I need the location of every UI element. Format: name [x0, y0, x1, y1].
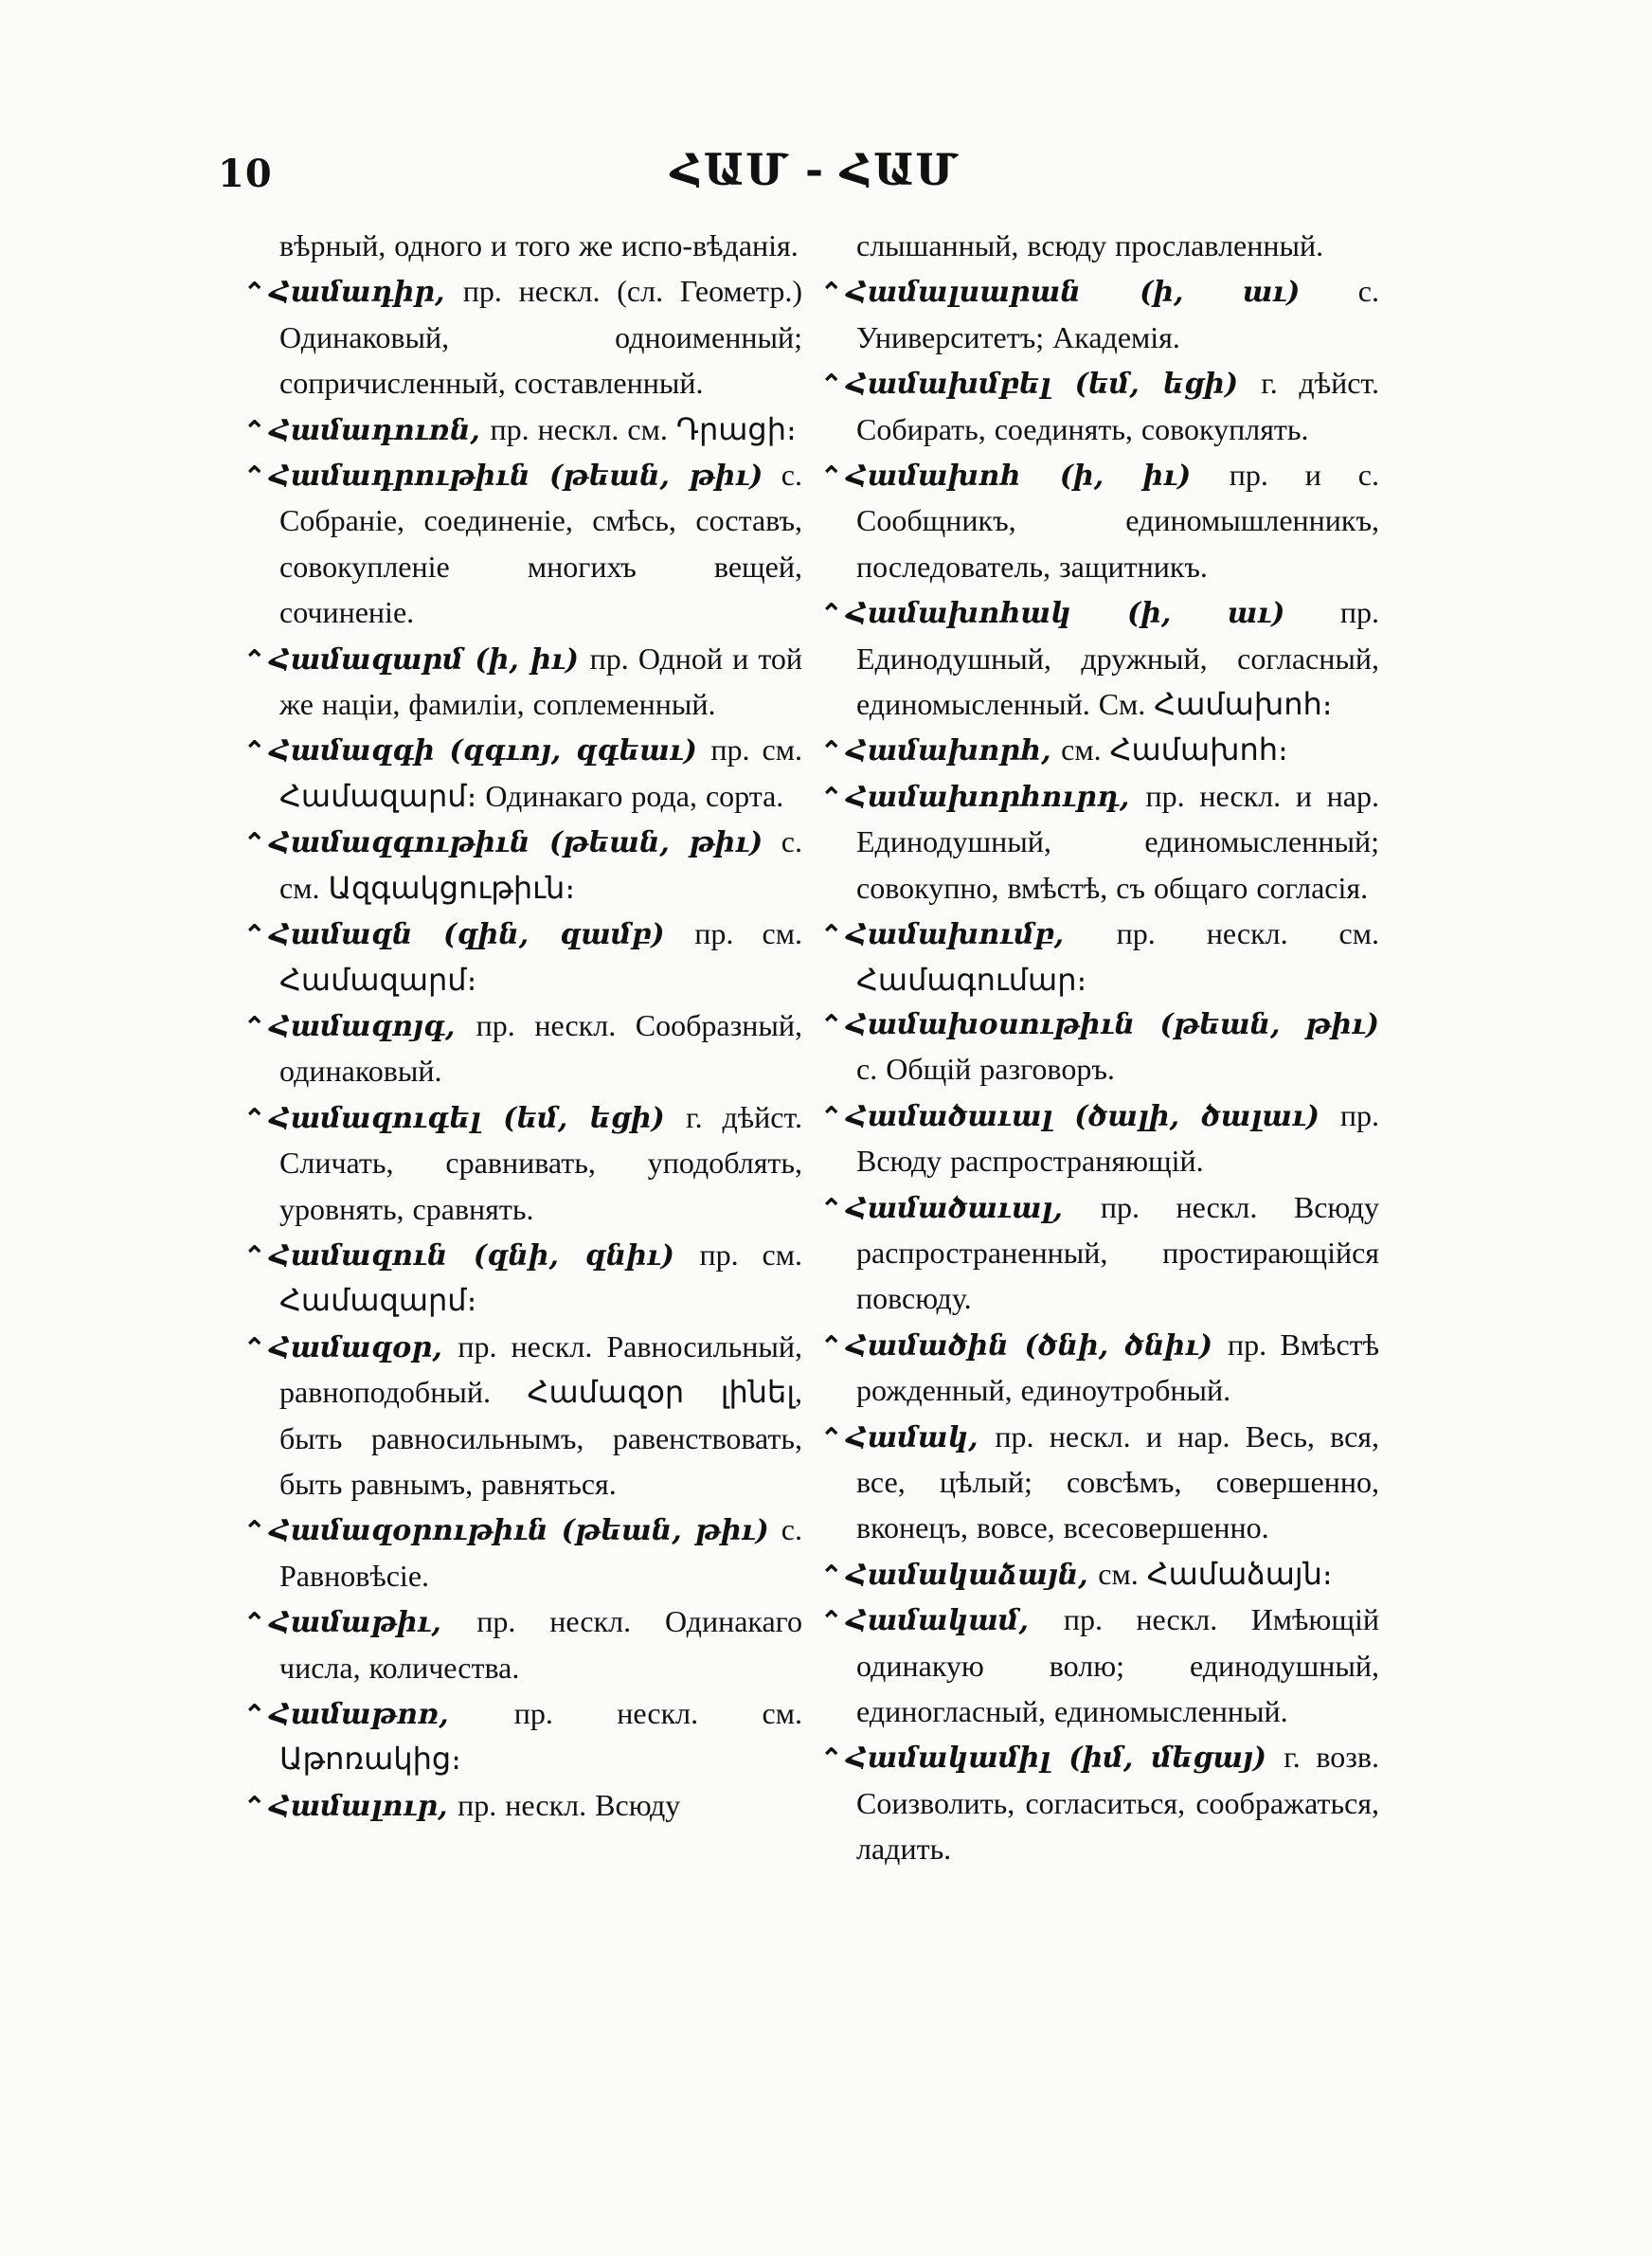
entry-mark-icon: ⌃ [820, 919, 843, 951]
entry-definition: пр. Всюду распространяющій. [856, 1097, 1379, 1179]
entry-headword: Համախորհուրդ, [846, 780, 1130, 814]
entry-definition: с. Общій разговоръ. [856, 1052, 1115, 1087]
dictionary-entry [243, 1783, 802, 1829]
entry-headword: Համակ, [846, 1420, 979, 1454]
entry-headword: Համալսարան (ի, աւ) [846, 276, 1301, 310]
dictionary-entry [243, 728, 802, 820]
entry-headword: Համալուր, [269, 1789, 448, 1823]
entry-mark-icon: ⌃ [243, 643, 266, 676]
entry-definition: пр. нескл. Имѣющій одинакую волю; единодушный, единогласный, единомысленный. [856, 1602, 1379, 1728]
entry-mark-icon: ⌃ [820, 277, 843, 309]
dictionary-entry [820, 1185, 1379, 1323]
entry-headword: Համազօր, [269, 1330, 442, 1364]
dictionary-entry [820, 269, 1379, 361]
entry-mark-icon: ⌃ [820, 1742, 843, 1775]
running-head: ՀԱՄ - ՀԱՄ [670, 144, 960, 195]
entry-headword: Համախմբել (եմ, եցի) [846, 368, 1239, 402]
dictionary-entry [243, 1508, 802, 1599]
entry-mark-icon: ⌃ [243, 1331, 266, 1363]
entry-headword: Համախոհակ (ի, աւ) [846, 597, 1285, 631]
dictionary-entry [243, 912, 802, 1003]
entry-definition: пр. нескл. Равносильный, равноподобный. Համազօր լինել, быть равносильнымъ, равенствовать, быть равнымъ, равняться. [279, 1328, 802, 1501]
entry-definition: с. Собраніе, соединеніе, смѣсь, составъ, совокупленіе многихъ вещей, сочиненіе. [279, 458, 802, 630]
dictionary-entry [820, 1093, 1379, 1185]
entry-headword: Համախորհ, [846, 734, 1051, 768]
entry-definition: пр. Единодушный, дружный, согласный, единомысленный. См. Համախոհ։ [856, 595, 1379, 722]
entry-definition: г. возв. Соизволить, согласиться, соображаться, ладить. [856, 1740, 1380, 1867]
entry-definition: пр. Одной и той же націи, фамиліи, соплеменный. [279, 641, 802, 722]
entry-mark-icon: ⌃ [243, 1790, 266, 1822]
entry-mark-icon: ⌃ [243, 919, 266, 951]
entry-mark-icon: ⌃ [820, 735, 843, 767]
entry-definition: с. Университетъ; Академія. [856, 274, 1379, 354]
dictionary-entry [243, 1095, 802, 1233]
dictionary-entry [820, 361, 1379, 453]
entry-mark-icon: ⌃ [820, 1100, 843, 1132]
entry-definition: пр. нескл. Одинакаго числа, количества. [279, 1604, 802, 1685]
dictionary-entry [243, 1691, 802, 1783]
entry-headword: Համածաւալ (ծալի, ծալաւ) [846, 1099, 1320, 1133]
entry-definition: пр. нескл. Сообразный, одинаковый. [279, 1007, 802, 1089]
entry-mark-icon: ⌃ [820, 781, 843, 813]
entry-definition: с. Равновѣсіе. [279, 1512, 802, 1593]
entry-mark-icon: ⌃ [820, 1605, 843, 1637]
entry-mark-icon: ⌃ [820, 1421, 843, 1454]
entry-headword: Համախոհ (ի, իւ) [846, 460, 1192, 494]
entry-mark-icon: ⌃ [820, 1192, 843, 1224]
left-column [243, 224, 802, 1829]
entry-headword: Համազուն (զնի, զնիւ) [269, 1238, 674, 1273]
entry-definition: пр. Вмѣстѣ рожденный, единоутробный. [856, 1327, 1379, 1408]
entry-mark-icon: ⌃ [820, 1329, 843, 1362]
entry-headword: Համազգութիւն (թեան, թիւ) [269, 826, 763, 860]
entry-definition: см. Համաձայն։ [1098, 1556, 1333, 1591]
dictionary-entry [820, 1003, 1379, 1093]
dictionary-entry [820, 453, 1379, 590]
entry-mark-icon: ⌃ [243, 1515, 266, 1547]
entry-headword: Համազն (զին, զամբ) [269, 918, 665, 952]
entry-definition: см. Համախոհ։ [1061, 732, 1288, 767]
entry-headword: Համազօրութիւն (թեան, թիւ) [269, 1514, 769, 1548]
entry-definition: пр. нескл. см. Համագումար։ [856, 916, 1379, 997]
entry-headword: Համազգի (զգւոյ, զգեաւ) [269, 734, 697, 768]
entry-definition: пр. нескл. см. Դրացի։ [490, 411, 797, 446]
entry-headword: Համաթոռ, [269, 1698, 449, 1731]
dictionary-entry [243, 1325, 802, 1508]
entry-headword: Համախօսութիւն (թեան, թիւ) [846, 1007, 1379, 1041]
page-number: 10 [218, 152, 273, 196]
entry-definition: пр. см. Համազարմ։ [279, 916, 803, 997]
entry-mark-icon: ⌃ [820, 460, 843, 493]
dictionary-entry [243, 1233, 802, 1325]
entry-mark-icon: ⌃ [243, 1607, 266, 1639]
entry-mark-icon: ⌃ [243, 1010, 266, 1042]
dictionary-entry [820, 1735, 1379, 1872]
dictionary-entry [820, 1598, 1379, 1735]
entry-headword: Համազոյգ, [269, 1009, 456, 1043]
entry-definition: г. дѣйст. Собирать, соединять, совокуплять. [856, 366, 1379, 446]
entry-headword: Համադիր, [269, 276, 445, 310]
entry-definition: г. дѣйст. Сличать, сравнивать, уподоблять, уровнять, сравнять. [279, 1099, 803, 1226]
entry-headword: Համազուգել (եմ, եցի) [269, 1101, 665, 1135]
entry-headword: Համախումբ, [846, 918, 1065, 952]
dictionary-entry [820, 1323, 1379, 1415]
entry-continuation [820, 224, 1379, 269]
dictionary-entry [820, 728, 1379, 773]
entry-definition: пр. нескл. и нар. Весь, вся, все, цѣлый; совсѣмъ, совершенно, вконецъ, вовсе, всесовершенно. [856, 1418, 1379, 1545]
entry-headword: Համաթիւ, [269, 1606, 441, 1640]
entry-mark-icon: ⌃ [243, 1239, 266, 1272]
dictionary-entry [243, 269, 802, 406]
dictionary-entry [243, 453, 802, 637]
entry-headword: Համակաձայն, [846, 1558, 1088, 1592]
right-column [820, 224, 1379, 1873]
entry-headword: Համածին (ծնի, ծնիւ) [846, 1328, 1213, 1363]
entry-headword: Համազարմ (ի, իւ) [269, 642, 579, 677]
entry-definition: пр. нескл. Всюду распространенный, простирающійся повсюду. [856, 1189, 1379, 1316]
entry-headword: Համակամ, [846, 1604, 1029, 1638]
entry-definition: пр. см. Համազարմ։ Одинакаго рода, сорта. [279, 732, 803, 813]
dictionary-entry [820, 912, 1379, 1003]
dictionary-entry [243, 407, 802, 453]
entry-mark-icon: ⌃ [820, 1008, 843, 1040]
entry-mark-icon: ⌃ [243, 735, 266, 767]
entry-headword: Համածաւալ, [846, 1191, 1063, 1225]
entry-definition: пр. нескл. см. Աթոռակից։ [279, 1696, 802, 1777]
entry-headword: Համադրութիւն (թեան, թիւ) [269, 460, 763, 494]
dictionary-entry [820, 1415, 1379, 1552]
entry-definition: пр. нескл. (сл. Геометр.) Одинаковый, одноименный; сопричисленный, составленный. [279, 274, 803, 401]
entry-mark-icon: ⌃ [820, 598, 843, 630]
entry-mark-icon: ⌃ [243, 827, 266, 859]
dictionary-entry [820, 774, 1379, 912]
dictionary-entry [243, 820, 802, 912]
entry-mark-icon: ⌃ [243, 1699, 266, 1730]
entry-definition: слышанный, всюду прославленный. [856, 228, 1324, 262]
dictionary-entry [243, 1003, 802, 1095]
dictionary-entry [820, 1552, 1379, 1598]
dictionary-entry [243, 637, 802, 729]
entry-headword: Համադուռն, [269, 413, 480, 447]
entry-mark-icon: ⌃ [820, 369, 843, 401]
entry-definition: пр. см. Համազարմ։ [279, 1237, 802, 1318]
entry-definition: пр. нескл. и нар. Единодушный, единомысленный; совокупно, вмѣстѣ, съ общаго согласія. [856, 778, 1379, 905]
entry-mark-icon: ⌃ [820, 1559, 843, 1591]
entry-definition: с. см. Ազգակցութիւն։ [279, 824, 802, 905]
dictionary-entry [820, 590, 1379, 728]
entry-mark-icon: ⌃ [243, 460, 266, 493]
entry-headword: Համակամիլ (իմ, մեցայ) [846, 1742, 1266, 1776]
entry-mark-icon: ⌃ [243, 1102, 266, 1134]
entry-mark-icon: ⌃ [243, 414, 266, 446]
entry-continuation [243, 224, 802, 269]
entry-definition: пр. и с. Сообщникъ, единомышленникъ, последователь, защитникъ. [856, 458, 1379, 584]
entry-mark-icon: ⌃ [243, 277, 266, 309]
dictionary-entry [243, 1599, 802, 1691]
entry-definition: вѣрный, одного и того же испо-вѣданія. [279, 228, 799, 262]
entry-definition: пр. нескл. Всюду [458, 1787, 681, 1822]
